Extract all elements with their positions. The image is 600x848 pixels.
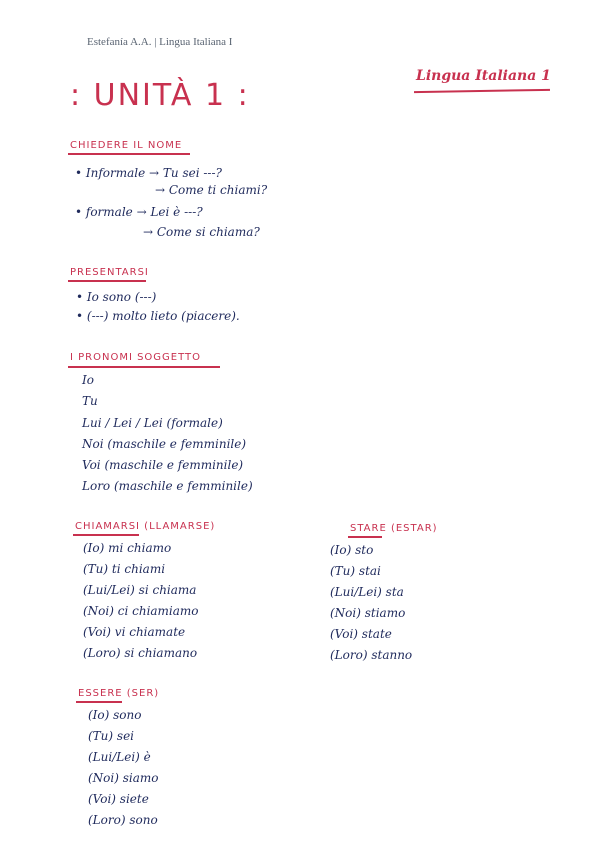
note-line: • (---) molto lieto (piacere).: [76, 309, 240, 323]
section-underline: [68, 366, 220, 368]
section-heading-pronomi: I PRONOMI SOGGETTO: [70, 352, 202, 363]
conjugation-line: (Voi) siete: [88, 792, 149, 806]
section-underline: [68, 153, 190, 155]
conjugation-line: (Noi) siamo: [88, 771, 159, 785]
page-header: Estefanía A.A. | Lingua Italiana I: [87, 36, 233, 48]
course-subtitle: Lingua Italiana 1: [416, 68, 551, 84]
note-line: → Come ti chiami?: [155, 183, 268, 197]
conjugation-line: (Io) sono: [88, 708, 142, 722]
conjugation-line: (Lui/Lei) è: [88, 750, 151, 764]
conjugation-line: (Noi) ci chiamiamo: [83, 604, 199, 618]
conjugation-line: (Io) sto: [330, 543, 374, 557]
conjugation-line: (Tu) sei: [88, 729, 135, 743]
subtitle-underline: [414, 89, 550, 93]
note-line: Noi (maschile e femminile): [82, 437, 247, 451]
section-underline: [76, 701, 122, 703]
section-heading-chiamarsi: CHIAMARSI (LLAMARSE): [75, 521, 216, 532]
conjugation-line: (Lui/Lei) sta: [330, 585, 404, 599]
conjugation-line: (Noi) stiamo: [330, 606, 406, 620]
note-line: • Informale → Tu sei ---?: [75, 166, 222, 180]
conjugation-line: (Voi) vi chiamate: [83, 625, 186, 639]
note-line: Loro (maschile e femminile): [82, 479, 253, 493]
conjugation-line: (Io) mi chiamo: [83, 541, 172, 555]
section-heading-presentarsi: PRESENTARSI: [70, 267, 149, 278]
section-underline: [73, 534, 139, 536]
conjugation-line: (Loro) si chiamano: [83, 646, 198, 660]
section-heading-stare: STARE (ESTAR): [350, 523, 438, 534]
note-line: • Io sono (---): [76, 290, 157, 304]
section-underline: [68, 280, 146, 282]
note-line: → Come si chiama?: [143, 225, 260, 239]
note-line: Lui / Lei / Lei (formale): [82, 416, 223, 430]
conjugation-line: (Loro) stanno: [330, 648, 413, 662]
unit-title: : UNITÀ 1 :: [70, 78, 250, 113]
conjugation-line: (Voi) state: [330, 627, 392, 641]
conjugation-line: (Tu) stai: [330, 564, 381, 578]
section-heading-chiedere: CHIEDERE IL NOME: [70, 140, 183, 151]
conjugation-line: (Tu) ti chiami: [83, 562, 166, 576]
section-heading-essere: ESSERE (SER): [78, 688, 160, 699]
note-line: • formale → Lei è ---?: [75, 205, 203, 219]
note-line: Tu: [82, 394, 98, 408]
conjugation-line: (Lui/Lei) si chiama: [83, 583, 197, 597]
conjugation-line: (Loro) sono: [88, 813, 158, 827]
note-line: Io: [82, 373, 94, 387]
section-underline: [348, 536, 382, 538]
note-line: Voi (maschile e femminile): [82, 458, 244, 472]
